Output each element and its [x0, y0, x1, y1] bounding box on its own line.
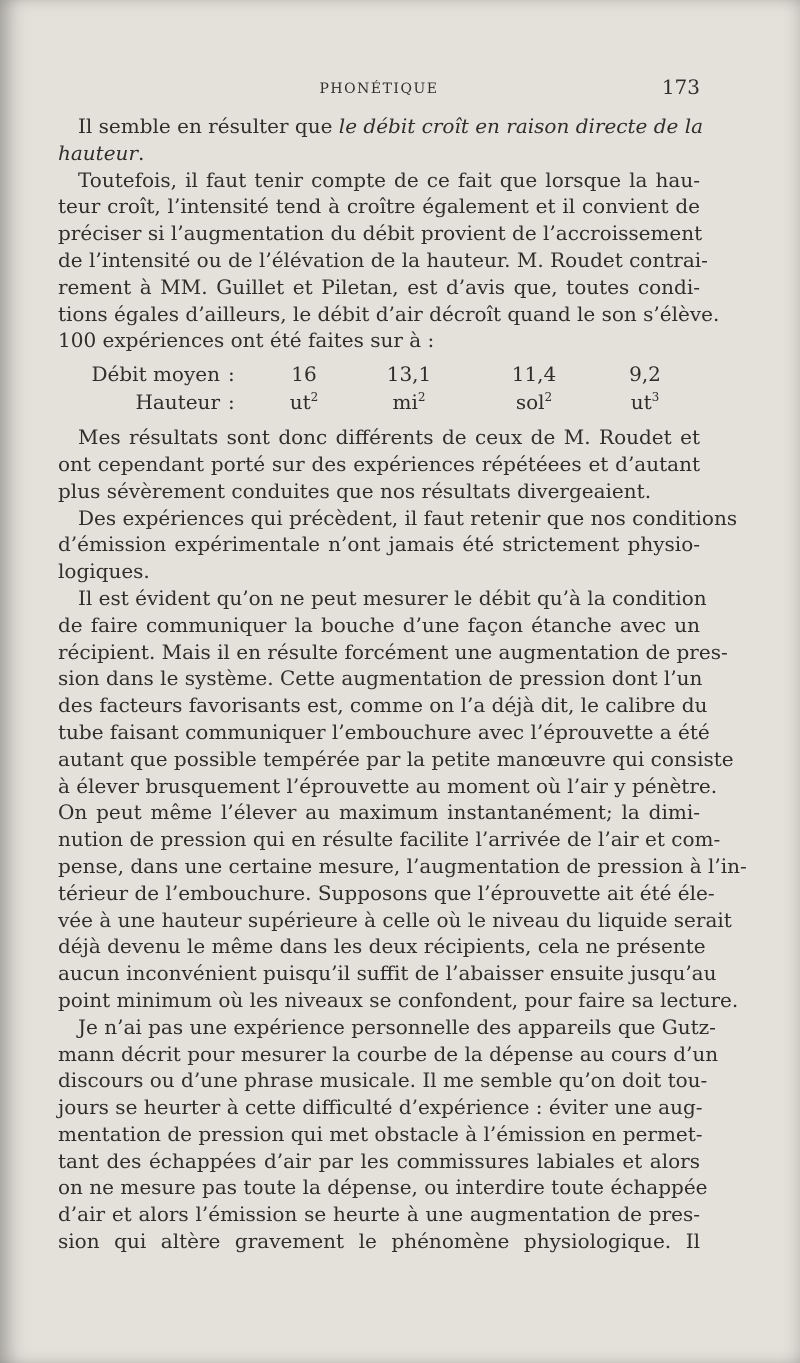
text-line: nution de pression qui en résulte facilite l’arrivée de l’air et com- — [58, 827, 721, 852]
table-row — [58, 388, 700, 416]
running-head — [58, 75, 700, 103]
row-separator: : — [228, 362, 235, 387]
text-line: Mes résultats sont donc différents de ceux de M. Roudet et — [78, 425, 700, 450]
text-line: à élever brusquement l’éprouvette au moment où l’air y pénètre. — [58, 773, 718, 798]
text-line: discours ou d’une phrase musicale. Il me semble qu’on doit tou- — [58, 1068, 708, 1093]
body-text — [58, 113, 747, 1255]
text-line: logiques. — [58, 559, 150, 584]
text-line: on ne mesure pas toute la dépense, ou interdire toute échappée — [58, 1175, 708, 1200]
text-line: récipient. Mais il en résulte forcément une augmentation de pres- — [58, 639, 728, 664]
text-line: hauteur. — [58, 140, 145, 165]
text-line: teur croît, l’intensité tend à croître également et il convient de — [58, 194, 700, 219]
text-line: autant que possible tempérée par la petite manœuvre qui consiste — [58, 746, 734, 771]
text-line: déjà devenu le même dans les deux récipients, cela ne présente — [58, 934, 706, 959]
text-line: aucun inconvénient puisqu’il suffit de l’abaisser ensuite jusqu’au — [58, 961, 717, 986]
text-line: rement à MM. Guillet et Piletan, est d’avis que, toutes condi- — [58, 274, 700, 299]
text-line: tant des échappées d’air par les commissures labiales et alors — [58, 1148, 700, 1173]
text-line: tions égales d’ailleurs, le débit d’air décroît quand le son s’élève. — [58, 301, 720, 326]
table-cell: $mi^2$ — [392, 390, 426, 415]
text-line: sion dans le système. Cette augmentation de pression dont l’un — [58, 666, 703, 691]
table-row — [58, 360, 700, 388]
running-head-title: PHONÉTIQUE — [319, 81, 439, 97]
text-line: Il est évident qu’on ne peut mesurer le débit qu’à la condition — [78, 585, 707, 610]
text-line: On peut même l’élever au maximum instantanément; la dimi- — [58, 800, 700, 825]
table-cell: $ut^2$ — [289, 390, 319, 415]
text-line: d’air et alors l’émission se heurte à une augmentation de pres- — [58, 1202, 700, 1227]
text-line: térieur de l’embouchure. Supposons que l’éprouvette ait été éle- — [58, 880, 715, 905]
row-label: Débit moyen — [91, 362, 220, 387]
row-separator: : — [228, 390, 235, 415]
text-line: Toutefois, il faut tenir compte de ce fait que lorsque la hau- — [78, 167, 700, 192]
table-cell: 13,1 — [386, 362, 432, 387]
text-line: ont cependant porté sur des expériences répétéees et d’autant — [58, 451, 700, 476]
table-cell: $ut^3$ — [630, 390, 660, 415]
table-cell: 9,2 — [629, 362, 661, 387]
text-line: mann décrit pour mesurer la courbe de la dépense au cours d’un — [58, 1041, 719, 1066]
text-line: jours se heurter à cette difficulté d’expérience : éviter une aug- — [58, 1095, 703, 1120]
text-line: mentation de pression qui met obstacle à l’émission en permet- — [58, 1121, 703, 1146]
text-line: vée à une hauteur supérieure à celle où le niveau du liquide serait — [58, 907, 732, 932]
text-line: 100 expériences ont été faites sur à : — [58, 328, 435, 353]
text-line: tube faisant communiquer l’embouchure avec l’éprouvette a été — [58, 719, 710, 744]
text-line: Je n’ai pas une expérience personnelle des appareils que Gutz- — [78, 1014, 716, 1039]
text-line: plus sévèrement conduites que nos résultats divergeaient. — [58, 478, 652, 503]
table-cell: 16 — [291, 362, 317, 387]
text-line: préciser si l’augmentation du débit provient de l’accroissement — [58, 221, 703, 246]
table-cell: 11,4 — [511, 362, 557, 387]
page-number: 173 — [661, 75, 700, 99]
measurement-table — [58, 360, 700, 416]
text-line: d’émission expérimentale n’ont jamais été strictement physio- — [58, 532, 700, 557]
text-line: sion qui altère gravement le phénomène physiologique. Il — [58, 1229, 700, 1254]
row-label: Hauteur — [135, 390, 220, 415]
text-line: de faire communiquer la bouche d’une façon étanche avec un — [58, 612, 700, 637]
text-line: Il semble en résulter que le débit croît en raison directe de la — [78, 114, 704, 138]
text-line: Des expériences qui précèdent, il faut retenir que nos conditions — [78, 505, 738, 530]
text-line: point minimum où les niveaux se confondent, pour faire sa lecture. — [58, 987, 739, 1012]
table-cell: sol$^2$ — [515, 390, 553, 415]
text-line: des facteurs favorisants est, comme on l’a déjà dit, le calibre du — [58, 693, 708, 718]
text-line: pense, dans une certaine mesure, l’augmentation de pression à l’in- — [58, 853, 747, 878]
text-line: de l’intensité ou de l’élévation de la hauteur. M. Roudet contrai- — [58, 247, 708, 272]
